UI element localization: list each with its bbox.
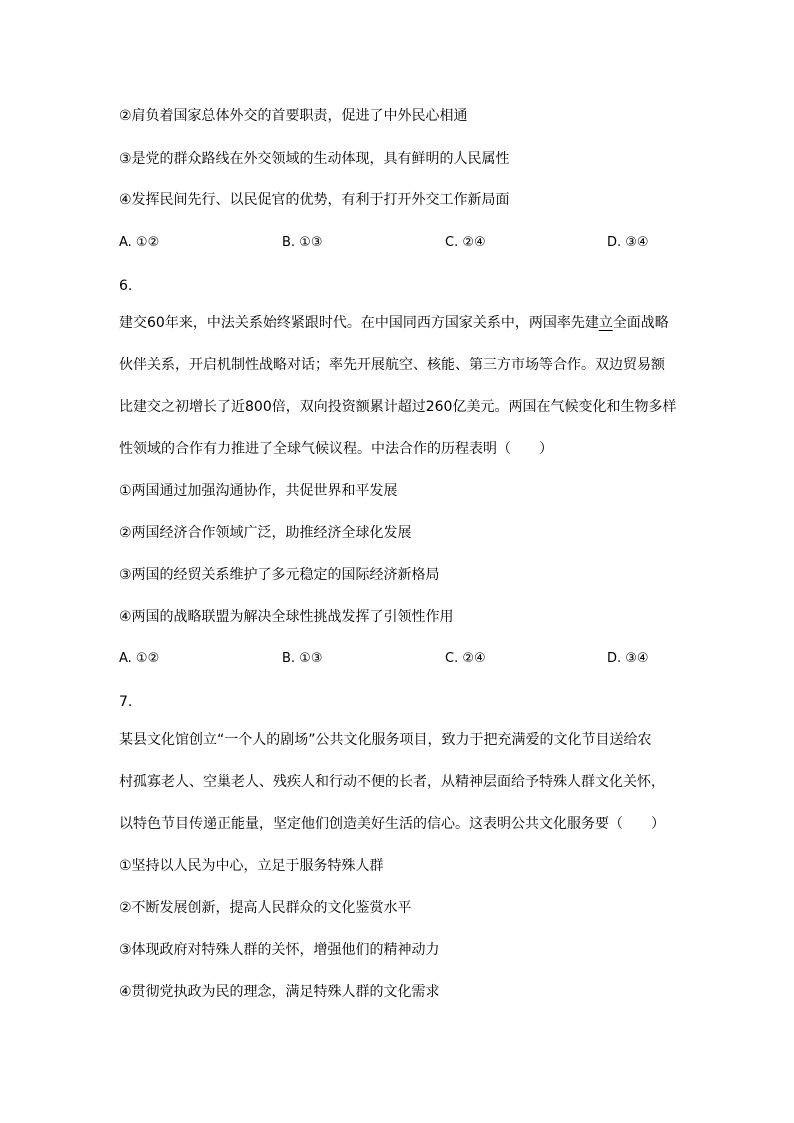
q5-option-b: B. ①③ xyxy=(282,235,323,250)
q5-option-a: A. ①② xyxy=(119,235,160,250)
q6-stem-1c: 全面战略 xyxy=(612,315,669,331)
q7-stem-line-2: 村孤寡老人、空巢老人、残疾人和行动不便的长者，从精神层面给予特殊人群文化关怀， xyxy=(119,774,665,790)
q7-statement-2: ②不断发展创新，提高人民群众的文化鉴赏水平 xyxy=(119,900,412,916)
q7-stem-line-3: 以特色节目传递正能量，坚定他们创造美好生活的信心。这表明公共文化服务要（ ） xyxy=(119,816,665,832)
q6-stem-line-3: 比建交之初增长了近800倍，双向投资额累计超过260亿美元。两国在气候变化和生物多样 xyxy=(119,399,677,415)
q6-option-a: A. ①② xyxy=(119,651,160,666)
q6-statement-1: ①两国通过加强沟通协作，共促世界和平发展 xyxy=(119,483,398,499)
q6-option-d: D. ③④ xyxy=(607,651,649,666)
q5-statement-2: ②肩负着国家总体外交的首要职责，促进了中外民心相通 xyxy=(119,108,468,124)
q7-statement-1: ①坚持以人民为中心，立足于服务特殊人群 xyxy=(119,858,384,874)
q6-statement-4: ④两国的战略联盟为解决全球性挑战发挥了引领性作用 xyxy=(119,609,454,625)
q7-statement-4: ④贯彻党执政为民的理念，满足特殊人群的文化需求 xyxy=(119,984,440,1000)
q5-statement-3: ③是党的群众路线在外交领域的生动体现，具有鲜明的人民属性 xyxy=(119,151,510,167)
q6-stem-1a: 建交60年来，中法关系始终紧跟时代。在中国同西方国家关系中，两国率先建 xyxy=(119,315,599,331)
q6-option-c: C. ②④ xyxy=(445,651,486,666)
q7-number: 7. xyxy=(119,694,133,710)
q6-stem-1b-underlined: 立 xyxy=(598,315,613,331)
q6-stem-line-1 xyxy=(119,313,669,333)
q5-option-d: D. ③④ xyxy=(607,235,649,250)
q6-option-b: B. ①③ xyxy=(282,651,323,666)
q7-statement-3: ③体现政府对特殊人群的关怀，增强他们的精神动力 xyxy=(119,942,440,958)
q6-statement-3: ③两国的经贸关系维护了多元稳定的国际经济新格局 xyxy=(119,567,440,583)
q5-option-c: C. ②④ xyxy=(445,235,486,250)
q6-stem-line-4: 性领域的合作有力推进了全球气候议程。中法合作的历程表明（ ） xyxy=(119,441,553,457)
q5-statement-4: ④发挥民间先行、以民促官的优势，有利于打开外交工作新局面 xyxy=(119,192,510,208)
q7-stem-line-1: 某县文化馆创立“一个人的剧场”公共文化服务项目，致力于把充满爱的文化节目送给农 xyxy=(119,732,652,748)
q6-stem-line-2: 伙伴关系，开启机制性战略对话；率先开展航空、核能、第三方市场等合作。双边贸易额 xyxy=(119,357,665,373)
q6-number: 6. xyxy=(119,278,133,294)
q6-statement-2: ②两国经济合作领域广泛，助推经济全球化发展 xyxy=(119,525,412,541)
